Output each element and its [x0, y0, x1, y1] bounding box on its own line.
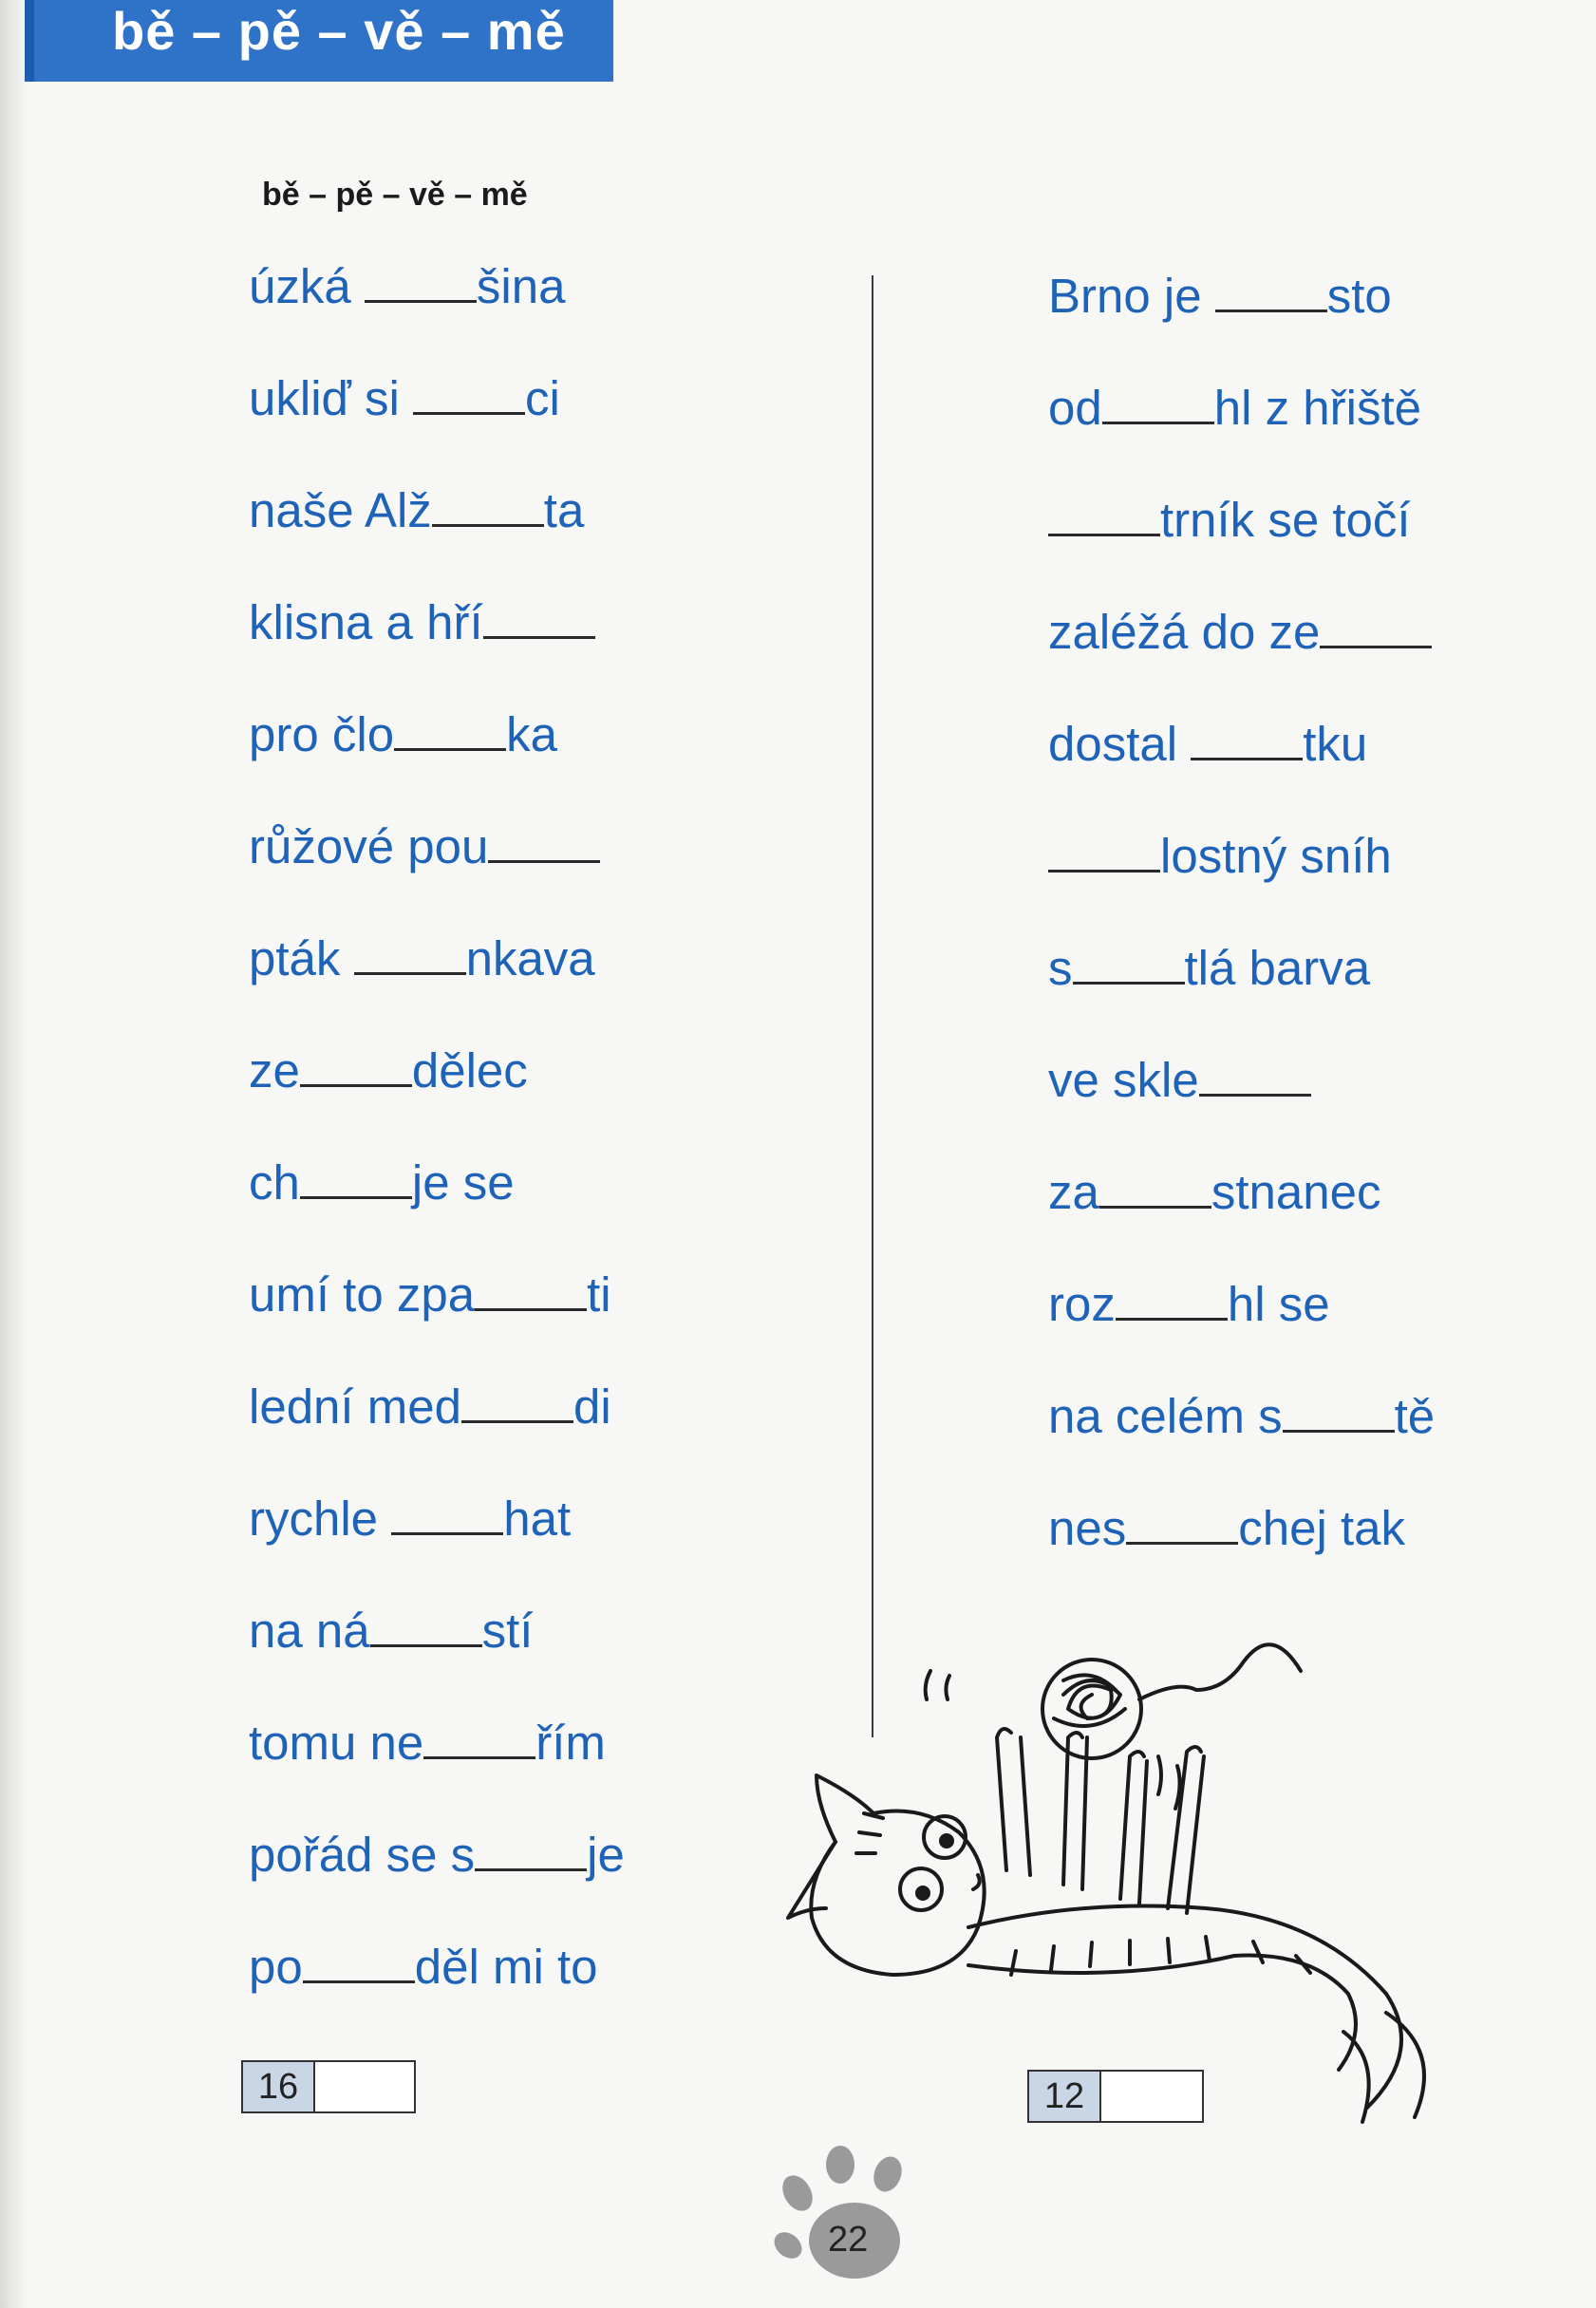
blank-field[interactable] [1320, 608, 1432, 648]
blank-field[interactable] [1048, 832, 1160, 873]
blank-field[interactable] [423, 1718, 535, 1759]
item-text-after: hl z hřiště [1213, 381, 1421, 435]
item-text-after: nkava [465, 931, 595, 985]
item-text-after: řím [535, 1716, 606, 1770]
item-text-before: naše Alž [249, 483, 432, 537]
item-text-before: klisna a hří [249, 595, 483, 649]
exercise-item [1048, 1276, 1330, 1333]
item-text-after: je [587, 1828, 625, 1882]
exercise-item [249, 594, 595, 651]
column-divider [872, 275, 873, 1737]
blank-field[interactable] [1283, 1392, 1395, 1433]
item-text-before: Brno je [1048, 269, 1215, 323]
blank-field[interactable] [475, 1830, 587, 1871]
exercise-item [249, 1939, 597, 1996]
item-text-after: stnanec [1211, 1165, 1381, 1219]
item-text-after: sto [1326, 269, 1392, 323]
blank-field[interactable] [370, 1606, 482, 1647]
blank-field[interactable] [1048, 496, 1160, 536]
item-text-before: pro člo [249, 707, 395, 761]
item-text-after: stí [481, 1604, 534, 1658]
item-text-after: ci [525, 371, 560, 425]
item-text-before: na ná [249, 1604, 370, 1658]
exercise-item [1048, 492, 1411, 549]
blank-field[interactable] [488, 822, 600, 863]
blank-field[interactable] [1099, 1168, 1211, 1209]
exercise-subheading: bě – pě – vě – mě [262, 177, 528, 213]
blank-field[interactable] [1102, 384, 1214, 424]
exercise-item [1048, 1164, 1381, 1221]
score-total-right: 12 [1029, 2072, 1101, 2121]
blank-field[interactable] [394, 710, 506, 751]
blank-field[interactable] [365, 262, 477, 303]
item-text-before: rychle [249, 1492, 392, 1546]
blank-field[interactable] [432, 486, 544, 527]
exercise-item [249, 370, 560, 427]
item-text-after: je se [411, 1155, 515, 1210]
exercise-item [249, 1154, 515, 1211]
exercise-item [1048, 268, 1392, 325]
item-text-before: na celém s [1048, 1389, 1283, 1443]
exercise-item [249, 258, 565, 315]
blank-field[interactable] [1073, 944, 1185, 985]
item-text-after: chej tak [1238, 1501, 1405, 1555]
item-text-after: tlá barva [1184, 941, 1371, 995]
item-text-after: děl mi to [414, 1940, 598, 1994]
blank-field[interactable] [475, 1270, 587, 1311]
item-text-before: ch [249, 1155, 300, 1210]
exercise-item [249, 1603, 533, 1660]
page-binding-edge [0, 0, 28, 2308]
item-text-after: ka [506, 707, 557, 761]
item-text-before: od [1048, 381, 1102, 435]
item-text-before: ve skle [1048, 1053, 1199, 1107]
item-text-after: trník se točí [1160, 493, 1411, 547]
blank-field[interactable] [1199, 1056, 1311, 1097]
item-text-before: nes [1048, 1501, 1127, 1555]
item-text-before: umí to zpa [249, 1267, 476, 1322]
exercise-item [1048, 604, 1432, 661]
score-total-left: 16 [243, 2062, 315, 2111]
item-text-after: hl se [1227, 1277, 1330, 1331]
item-text-after: di [573, 1379, 611, 1434]
exercise-item [249, 1379, 611, 1435]
item-text-before: úzká [249, 259, 365, 313]
blank-field[interactable] [1215, 272, 1327, 312]
exercise-item [1048, 1052, 1311, 1109]
item-text-after: hat [503, 1492, 572, 1546]
exercise-item [1048, 716, 1367, 773]
blank-field[interactable] [1116, 1280, 1228, 1321]
blank-field[interactable] [391, 1494, 503, 1535]
item-text-before: zaléžá do ze [1048, 605, 1321, 659]
exercise-item [1048, 828, 1392, 885]
item-text-before: s [1048, 941, 1073, 995]
item-text-before: pořád se s [249, 1828, 476, 1882]
item-text-before: růžové pou [249, 819, 489, 873]
exercise-item [249, 1042, 528, 1099]
left-exercise-column [249, 258, 818, 2024]
header-tab [25, 0, 613, 82]
exercise-item [1048, 940, 1370, 997]
cat-with-yarn-illustration [779, 1604, 1500, 2136]
exercise-item [249, 1827, 625, 1884]
blank-field[interactable] [461, 1382, 573, 1423]
exercise-item [1048, 380, 1421, 437]
item-text-after: dělec [411, 1043, 528, 1098]
item-text-before: ukliď si [249, 371, 414, 425]
page-number: 22 [828, 2220, 869, 2260]
score-input-left[interactable] [315, 2062, 414, 2111]
right-exercise-column [1048, 268, 1580, 1559]
exercise-item [249, 1267, 611, 1323]
item-text-before: ze [249, 1043, 300, 1098]
header-title: bě – pě – vě – mě [112, 1, 566, 61]
item-text-before: tomu ne [249, 1716, 424, 1770]
item-text-before: dostal [1048, 717, 1192, 771]
exercise-item [249, 930, 595, 987]
item-text-after: šina [476, 259, 566, 313]
exercise-item [249, 1715, 606, 1772]
item-text-before: pták [249, 931, 354, 985]
blank-field[interactable] [300, 1046, 412, 1087]
blank-field[interactable] [413, 374, 525, 415]
blank-field[interactable] [300, 1158, 412, 1199]
exercise-item [249, 706, 557, 763]
blank-field[interactable] [1126, 1504, 1238, 1545]
exercise-item [1048, 1500, 1405, 1557]
score-box-left [241, 2060, 416, 2113]
item-text-before: po [249, 1940, 303, 1994]
item-text-after: tě [1394, 1389, 1436, 1443]
exercise-item [249, 1491, 571, 1548]
item-text-after: lostný sníh [1160, 829, 1392, 883]
exercise-item [1048, 1388, 1435, 1445]
blank-field[interactable] [303, 1942, 415, 1983]
exercise-item [249, 818, 600, 875]
item-text-after: ti [587, 1267, 611, 1322]
blank-field[interactable] [1191, 720, 1303, 760]
item-text-before: roz [1048, 1277, 1116, 1331]
item-text-after: ta [543, 483, 585, 537]
exercise-item [249, 482, 584, 539]
item-text-after: tku [1303, 717, 1368, 771]
item-text-before: za [1048, 1165, 1099, 1219]
item-text-before: lední med [249, 1379, 461, 1434]
blank-field[interactable] [354, 934, 466, 975]
blank-field[interactable] [483, 598, 595, 639]
